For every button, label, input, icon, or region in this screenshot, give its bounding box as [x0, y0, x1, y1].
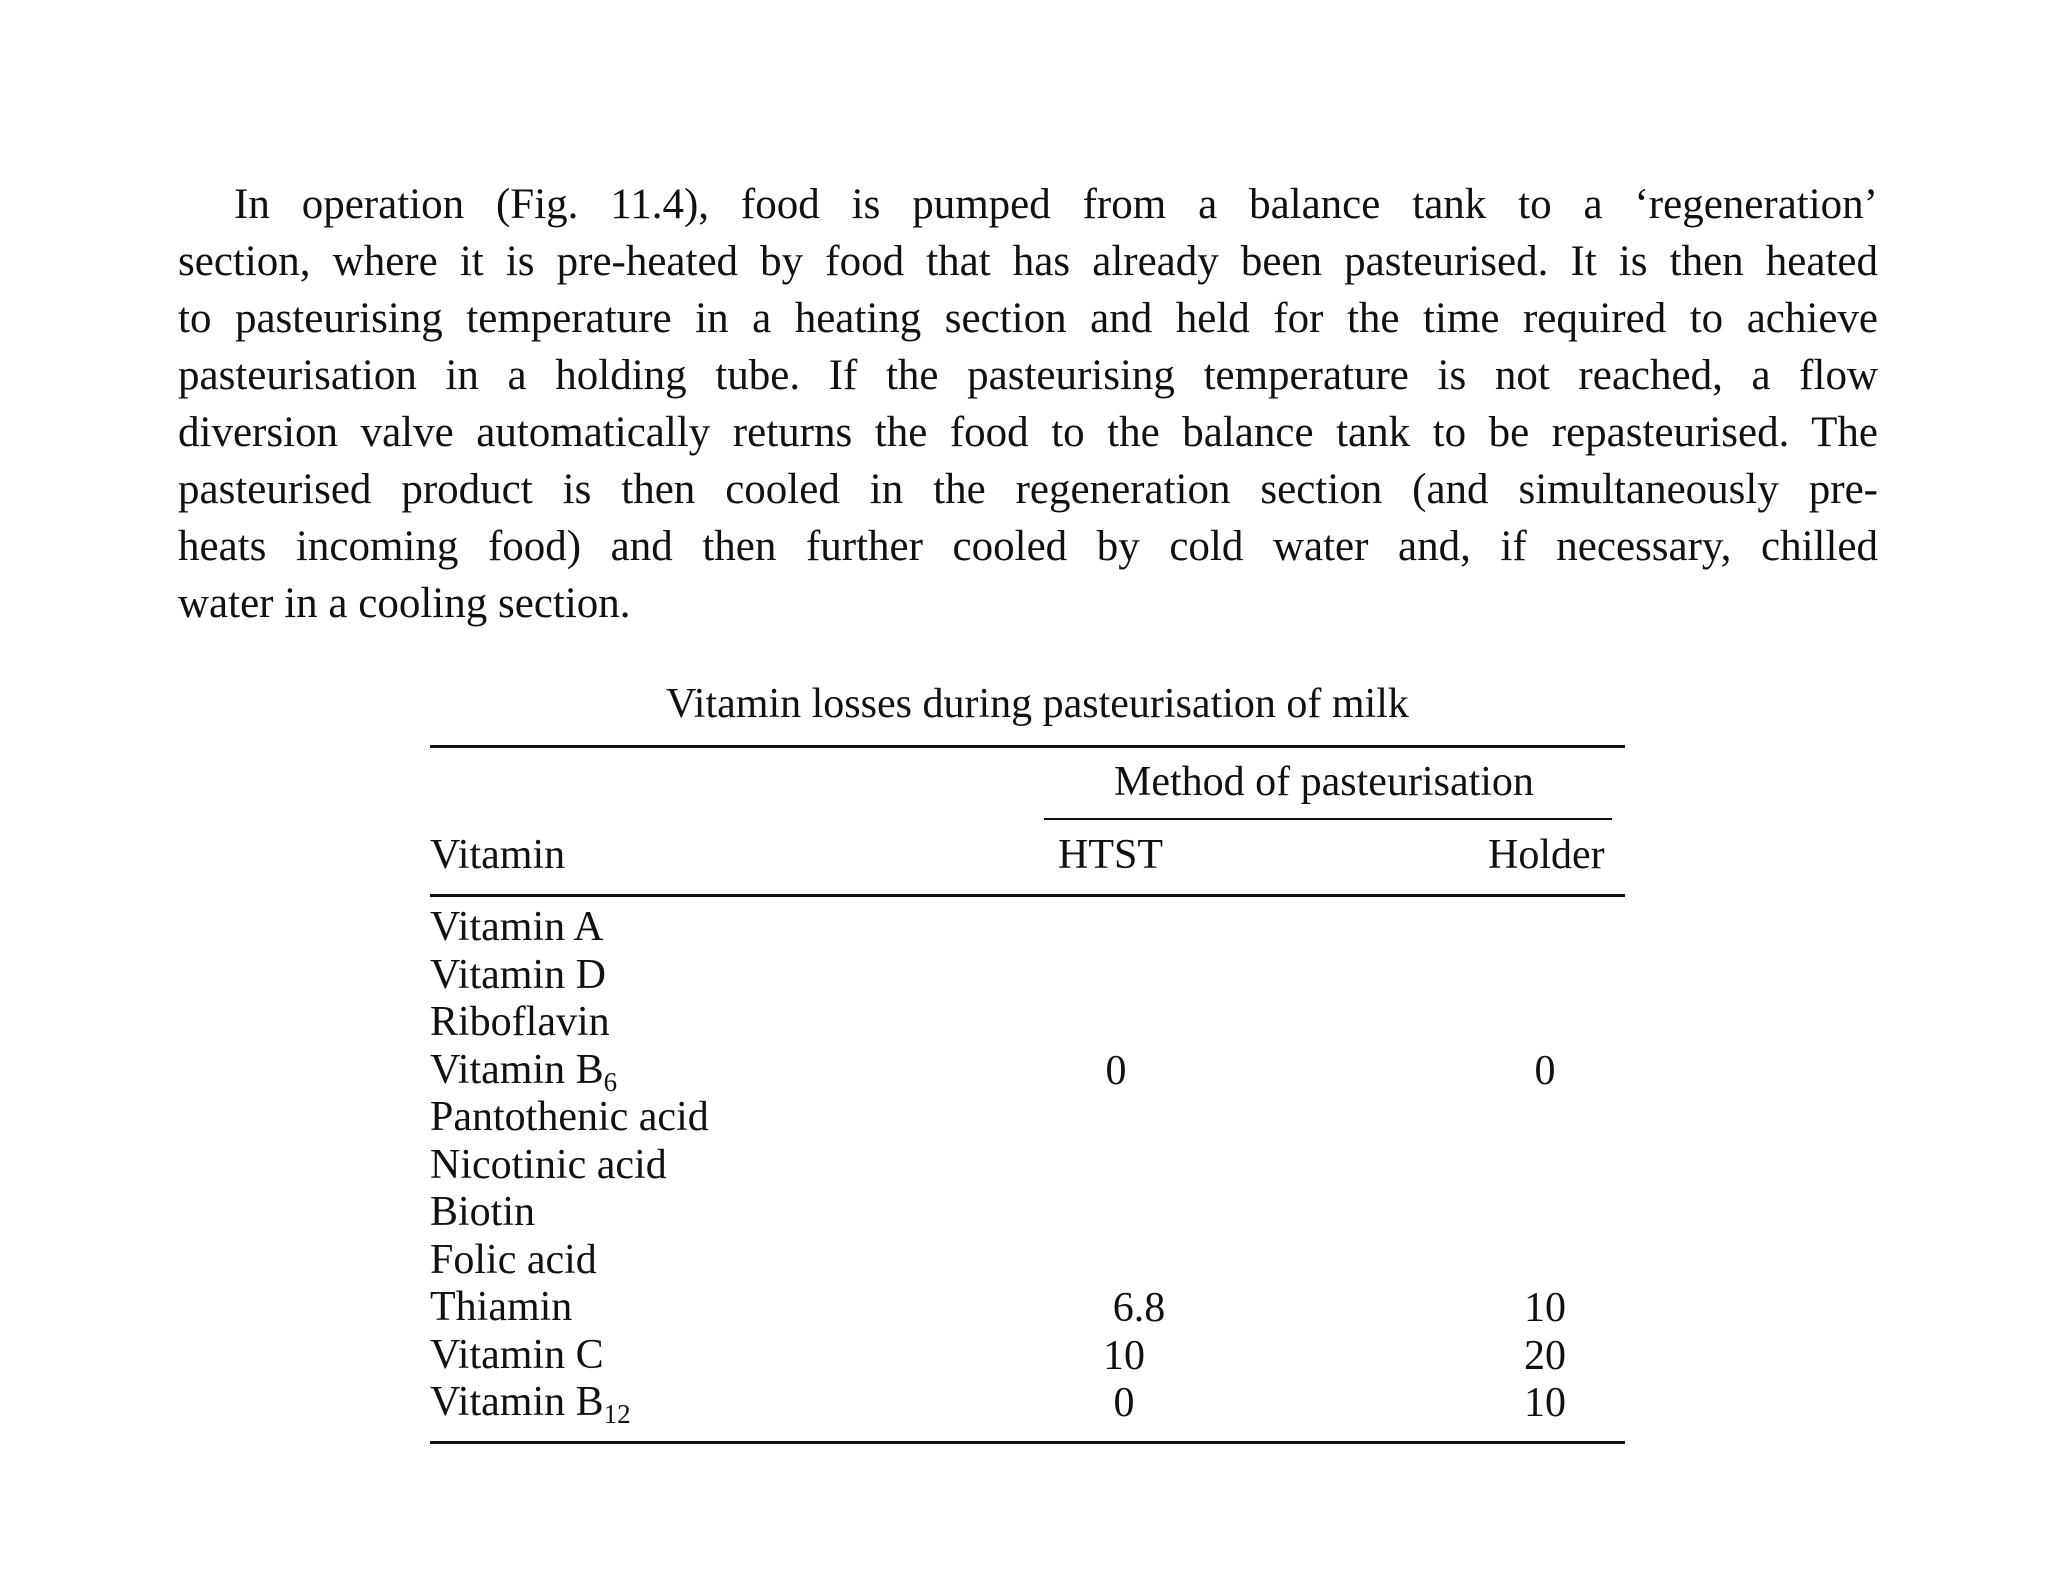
group-header-method: Method of pasteurisation [1114, 759, 1534, 805]
vitamin-subscript: 6 [603, 1066, 618, 1097]
vitamin-name: Vitamin C [430, 1331, 604, 1378]
body-paragraph [178, 176, 1878, 632]
htst-group-value: 0 [1105, 1048, 1127, 1094]
column-header-holder: Holder [1488, 832, 1605, 878]
table-bottom-rule [430, 1441, 1625, 1444]
table-row [430, 1379, 709, 1427]
table-row [430, 1284, 709, 1332]
vitamin-name: Riboflavin [430, 999, 610, 1045]
vitamin-name: Vitamin B [430, 1046, 604, 1093]
paragraph-line: pasteurised product is then cooled in the regeneration section (and simultaneously pre- [178, 466, 1878, 513]
table-row [430, 1094, 709, 1142]
paragraph-line: water in a cooling section. [178, 580, 631, 627]
table-row [430, 1189, 709, 1237]
vitamin-name-column [430, 904, 709, 1427]
vitamin-name: Biotin [430, 1189, 536, 1235]
htst-value-vitamin-b12: 0 [1113, 1380, 1135, 1426]
holder-value-thiamin: 10 [1524, 1285, 1566, 1331]
table-row [430, 952, 709, 1000]
group-header-rule [1044, 818, 1612, 820]
holder-group-value: 0 [1534, 1048, 1556, 1094]
vitamin-name: Vitamin D [430, 951, 606, 998]
paragraph-line: section, where it is pre-heated by food that has already been pasteurised. It is then heated [178, 238, 1878, 285]
htst-value-vitamin-c: 10 [1103, 1333, 1145, 1379]
paragraph-line: heats incoming food) and then further cooled by cold water and, if necessary, chilled [178, 523, 1878, 570]
table-row [430, 904, 709, 952]
table-header-rule [430, 894, 1625, 897]
paragraph-line: to pasteurising temperature in a heating section and held for the time required to achieve [178, 295, 1878, 342]
paragraph-line: diversion valve automatically returns the food to the balance tank to be repasteurised. The [178, 409, 1878, 456]
table-row [430, 1047, 709, 1095]
vitamin-name: Folic acid [430, 1236, 597, 1283]
holder-value-vitamin-c: 20 [1524, 1333, 1566, 1379]
table-title: Vitamin losses during pasteurisation of milk [666, 681, 1409, 727]
htst-value-thiamin: 6.8 [1112, 1285, 1166, 1331]
table-row [430, 1142, 709, 1190]
column-header-vitamin: Vitamin [430, 832, 566, 878]
vitamin-name: Nicotinic acid [430, 1141, 667, 1188]
table-row [430, 1237, 709, 1285]
table-top-rule [430, 745, 1625, 748]
vitamin-name: Vitamin A [430, 904, 604, 950]
vitamin-subscript: 12 [603, 1399, 631, 1429]
vitamin-name: Vitamin B [430, 1379, 604, 1425]
vitamin-name: Thiamin [430, 1284, 573, 1330]
table-row [430, 999, 709, 1047]
paragraph-line: In operation (Fig. 11.4), food is pumped from a balance tank to a ‘regeneration’ [234, 181, 1878, 228]
paragraph-line: pasteurisation in a holding tube. If the pasteurising temperature is not reached, a flow [178, 352, 1878, 399]
table-row [430, 1332, 709, 1380]
holder-value-vitamin-b12: 10 [1524, 1380, 1566, 1426]
column-header-htst: HTST [1058, 832, 1163, 878]
vitamin-name: Pantothenic acid [430, 1094, 709, 1140]
